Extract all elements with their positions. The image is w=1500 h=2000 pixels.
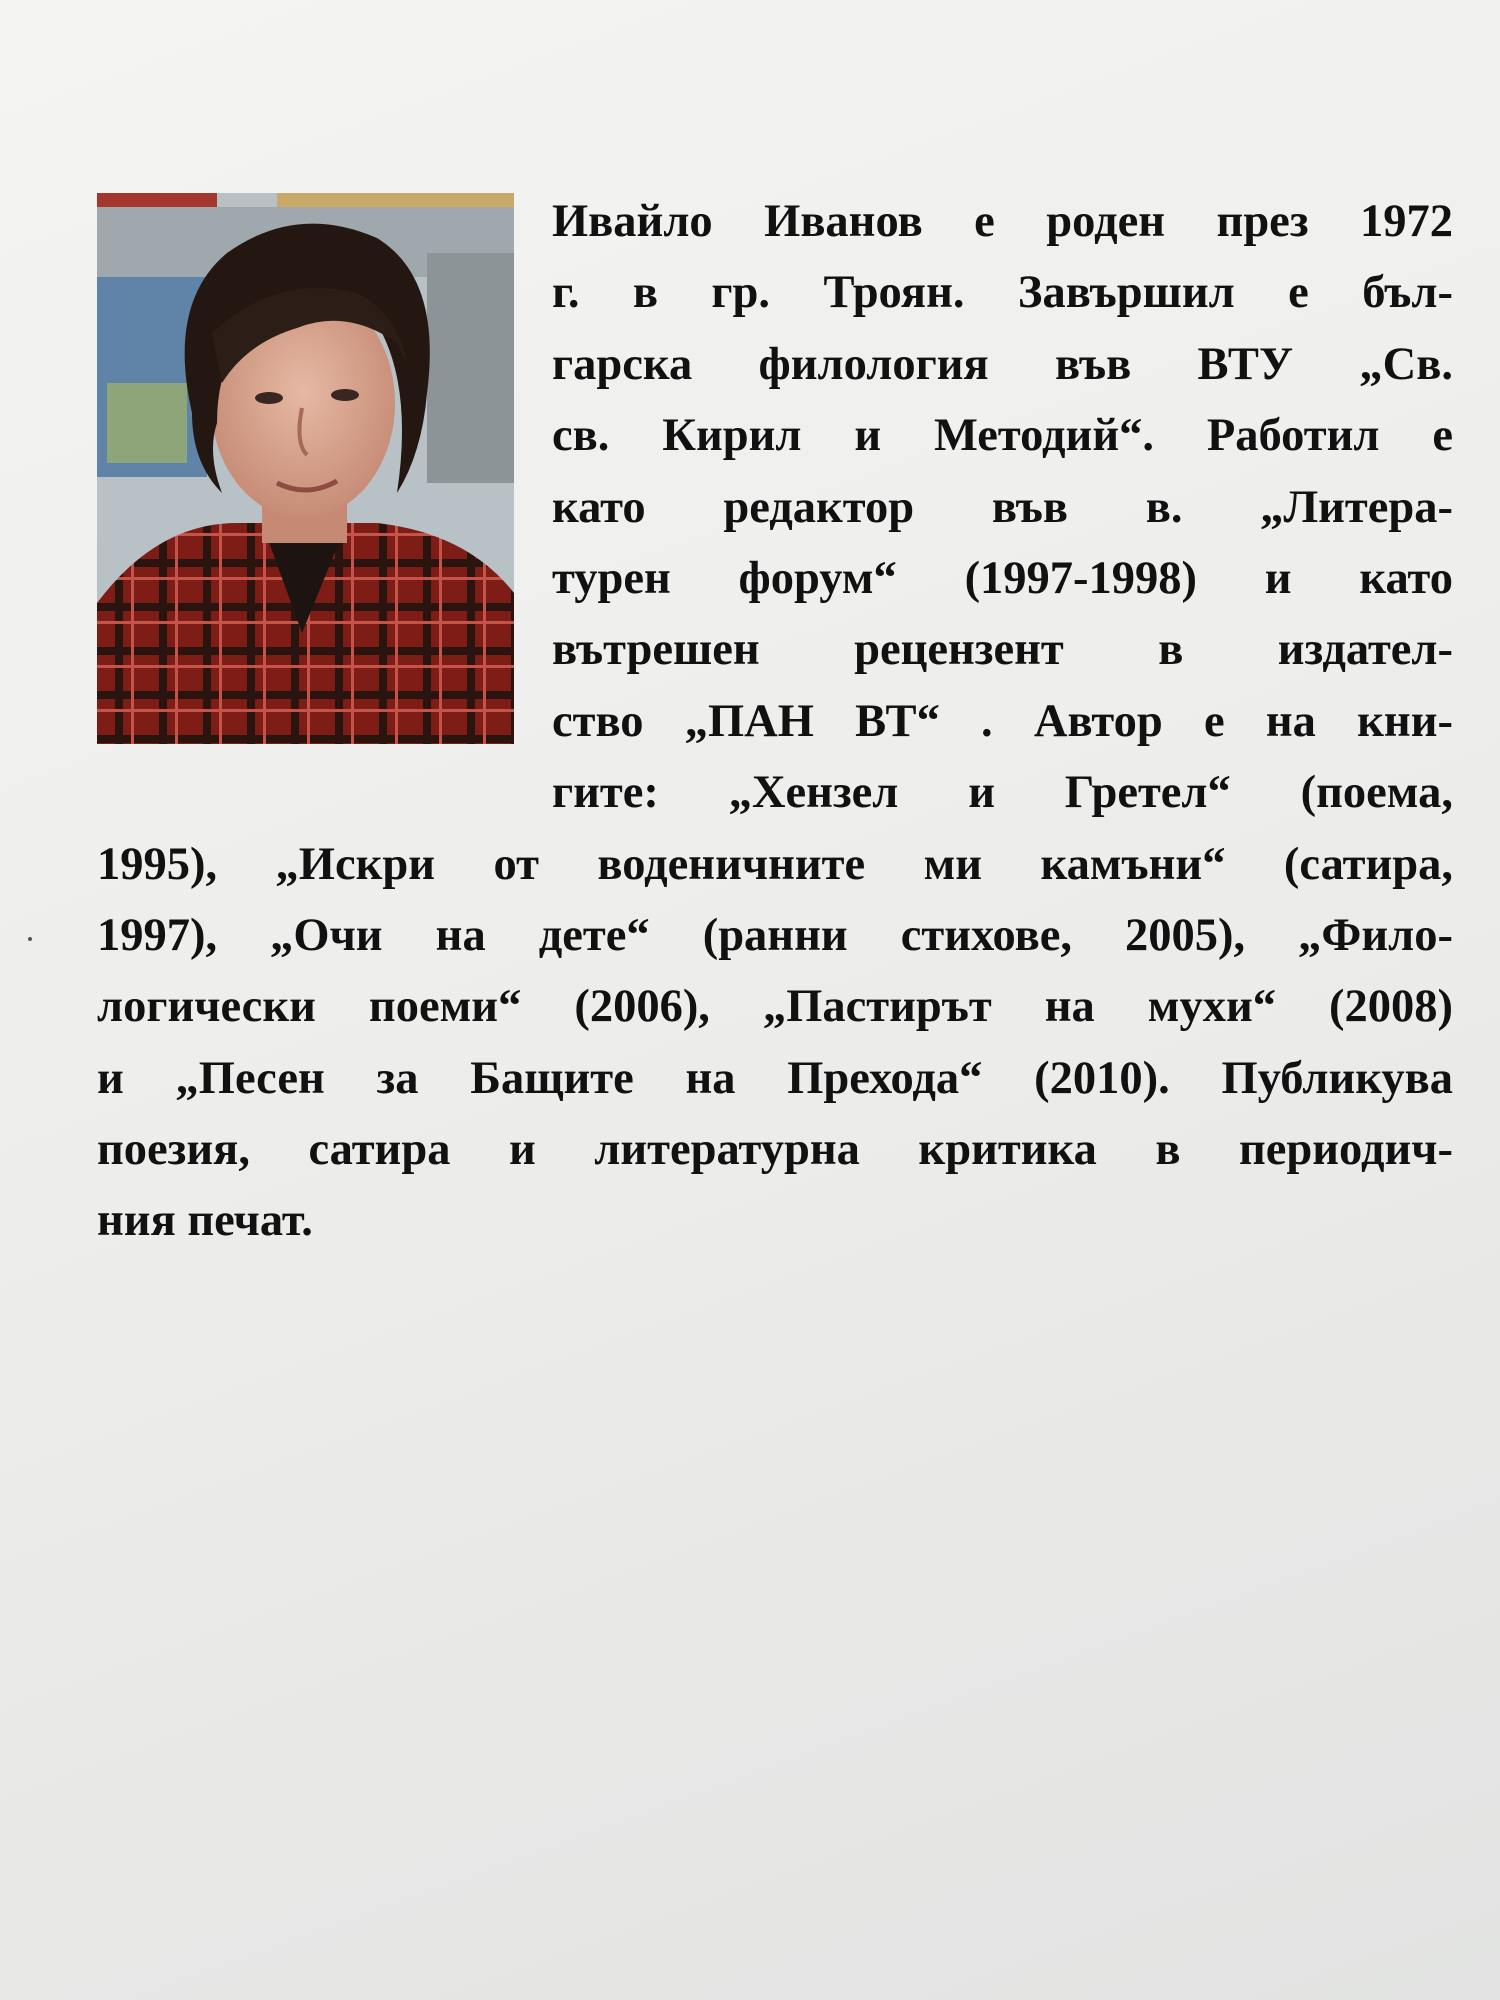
bio-line: гите: „Хензел и Гретел“ (поема, — [552, 767, 1453, 819]
bio-line: ство „ПАН ВТ“ . Автор е на кни- — [552, 695, 1453, 747]
bio-line: св. Кирил и Методий“. Работил е — [552, 410, 1453, 462]
bio-line: логически поеми“ (2006), „Пастирът на мухи“ (2008) — [97, 981, 1453, 1033]
bio-line: гарска филология във ВТУ „Св. — [552, 338, 1453, 390]
bio-line: ния печат. — [97, 1195, 313, 1247]
bio-line: 1997), „Очи на дете“ (ранни стихове, 2005), „Фило- — [97, 909, 1453, 961]
bio-line: г. в гр. Троян. Завършил е бъл- — [552, 267, 1453, 319]
bio-line: Ивайло Иванов е роден през 1972 — [552, 196, 1453, 247]
bio-line: и „Песен за Бащите на Прехода“ (2010). Публикува — [97, 1052, 1453, 1104]
print-speck — [28, 937, 32, 941]
bio-line: като редактор във в. „Литера- — [552, 481, 1453, 533]
bio-line: турен форум“ (1997-1998) и като — [552, 552, 1453, 604]
bio-line: 1995), „Искри от воденичните ми камъни“ (сатира, — [97, 838, 1453, 890]
bio-line: поезия, сатира и литературна критика в периодич- — [97, 1124, 1453, 1176]
bio-line: вътрешен рецензент в издател- — [552, 624, 1453, 676]
author-biography — [97, 186, 1453, 1257]
